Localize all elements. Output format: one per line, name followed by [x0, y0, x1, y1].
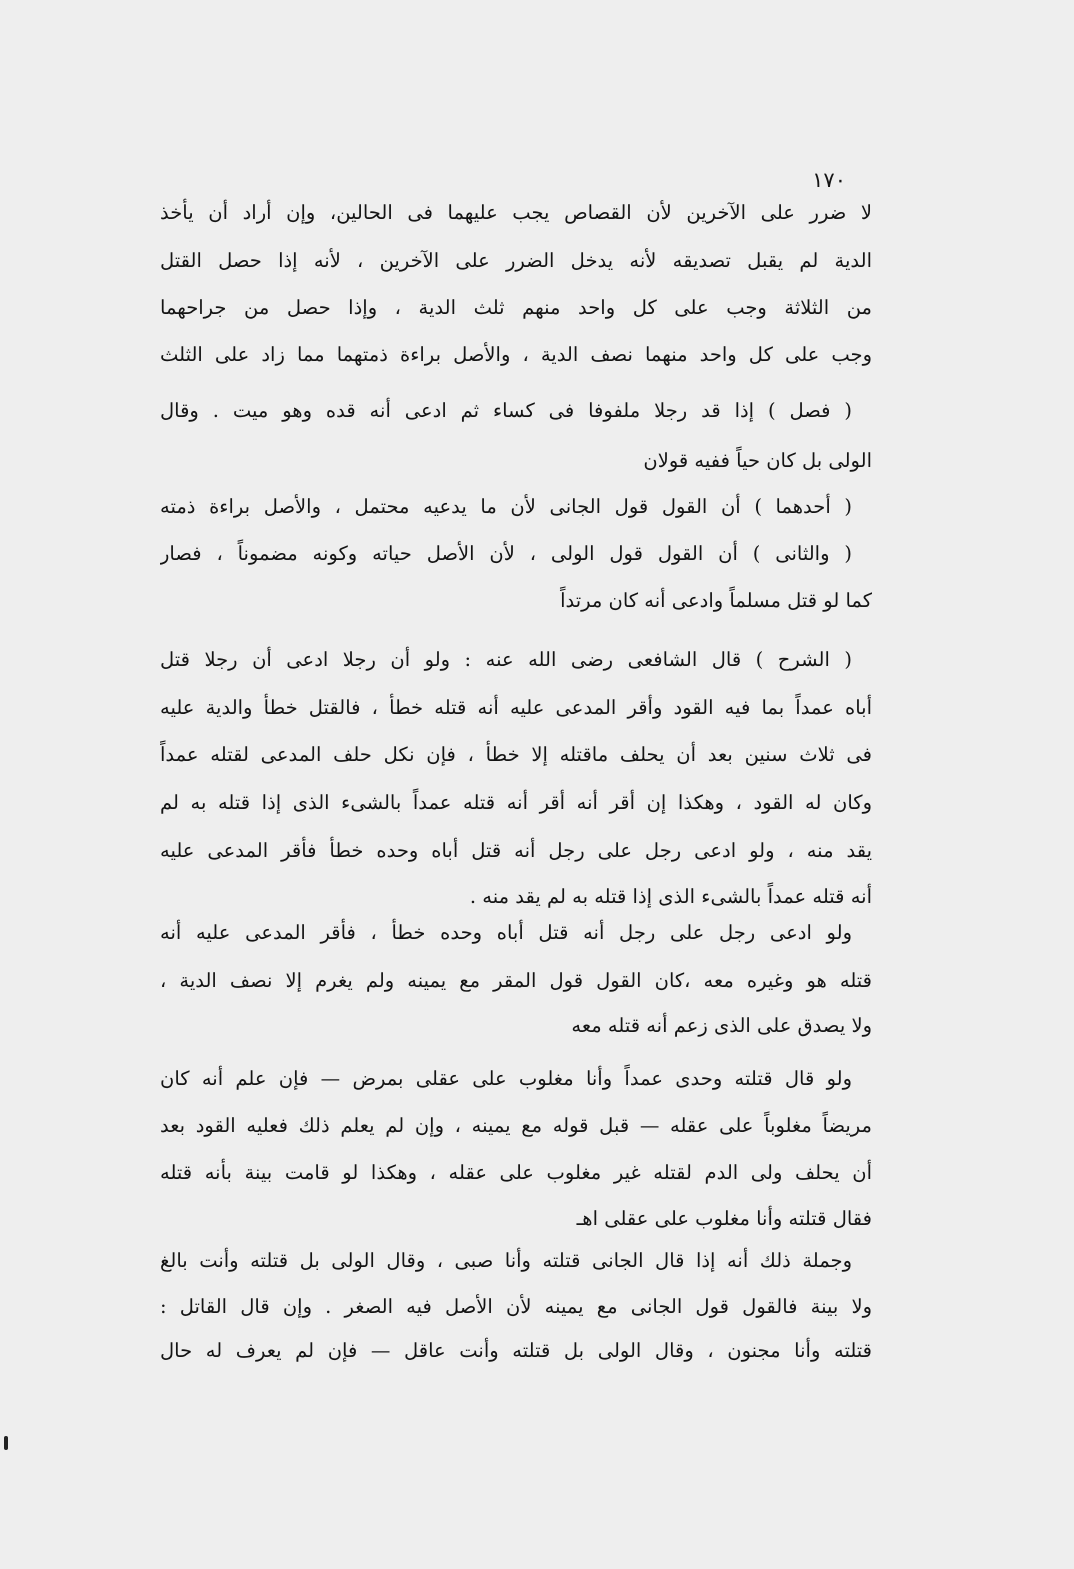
text-line: ( فصل ) إذا قد رجلا ملفوفا فى كساء ثم ادعى أنه قده وهو ميت . وقال	[160, 399, 852, 422]
text-line: فقال قتلته وأنا مغلوب على عقلى اهـ	[576, 1207, 872, 1230]
text-line: مريضاً مغلوباً على عقله — قبل قوله مع يمينه ، وإن لم يعلم ذلك فعليه القود بعد	[160, 1114, 872, 1137]
text-line: ( الشرح ) قال الشافعى رضى الله عنه : ولو أن رجلا ادعى أن رجلا قتل	[160, 648, 852, 671]
text-line: ( والثانى ) أن القول قول الولى ، لأن الأصل حياته وكونه مضموناً ، فصار	[160, 542, 852, 565]
text-line: ولا يصدق على الذى زعم أنه قتله معه	[571, 1014, 872, 1037]
text-line: الدية لم يقبل تصديقه لأنه يدخل الضرر على الآخرين ، لأنه إذا حصل القتل	[160, 249, 872, 272]
text-line: وجملة ذلك أنه إذا قال الجانى قتلته وأنا صبى ، وقال الولى بل قتلته وأنت بالغ	[160, 1249, 852, 1272]
text-line: لا ضرر على الآخرين لأن القصاص يجب عليهما فى الحالين، وإن أراد أن يأخذ	[160, 201, 872, 224]
text-line: وكان له القود ، وهكذا إن أقر أنه أقر أنه قتله عمداً بالشىء الذى إذا قتله به لم	[160, 791, 872, 814]
text-line: من الثلاثة وجب على كل واحد منهم ثلث الدية ، وإذا حصل من جراحهما	[160, 296, 872, 319]
text-line: أن يحلف ولى الدم لقتله غير مغلوب على عقله ، وهكذا لو قامت بينة بأنه قتله	[160, 1161, 872, 1184]
text-line: ولا بينة فالقول قول الجانى مع يمينه لأن الأصل فيه الصغر . وإن قال القاتل :	[160, 1295, 872, 1318]
text-line: يقد منه ، ولو ادعى رجل على رجل أنه قتل أباه وحده خطأ فأقر المدعى عليه	[160, 839, 872, 862]
text-line: فى ثلاث سنين بعد أن يحلف ماقتله إلا خطأ ، فإن نكل حلف المدعى لقتله عمداً	[160, 743, 872, 766]
text-line: الولى بل كان حياً ففيه قولان	[643, 449, 872, 472]
text-line: ( أحدهما ) أن القول قول الجانى لأن ما يدعيه محتمل ، والأصل براءة ذمته	[160, 495, 852, 518]
page-number: ١٧٠	[812, 168, 846, 192]
text-line: قتله هو وغيره معه ،كان القول قول المقر مع يمينه ولم يغرم إلا نصف الدية ،	[160, 969, 872, 992]
text-line: وجب على كل واحد منهما نصف الدية ، والأصل براءة ذمتهما مما زاد على الثلث	[160, 343, 872, 366]
text-line: ولو قال قتلته وحدى عمداً وأنا مغلوب على عقلى بمرض — فإن علم أنه كان	[160, 1067, 852, 1090]
text-line: أباه عمداً بما فيه القود وأقر المدعى عليه أنه قتله خطأ ، فالقتل خطأ والدية عليه	[160, 696, 872, 719]
text-line: قتلته وأنا مجنون ، وقال الولى بل قتلته وأنت عاقل — فإن لم يعرف له حال	[160, 1339, 872, 1362]
scan-speck	[4, 1436, 8, 1450]
text-line: كما لو قتل مسلماً وادعى أنه كان مرتداً	[560, 589, 872, 612]
text-line: ولو ادعى رجل على رجل أنه قتل أباه وحده خطأ ، فأقر المدعى عليه أنه	[160, 921, 852, 944]
text-line: أنه قتله عمداً بالشىء الذى إذا قتله به لم يقد منه .	[469, 885, 872, 908]
